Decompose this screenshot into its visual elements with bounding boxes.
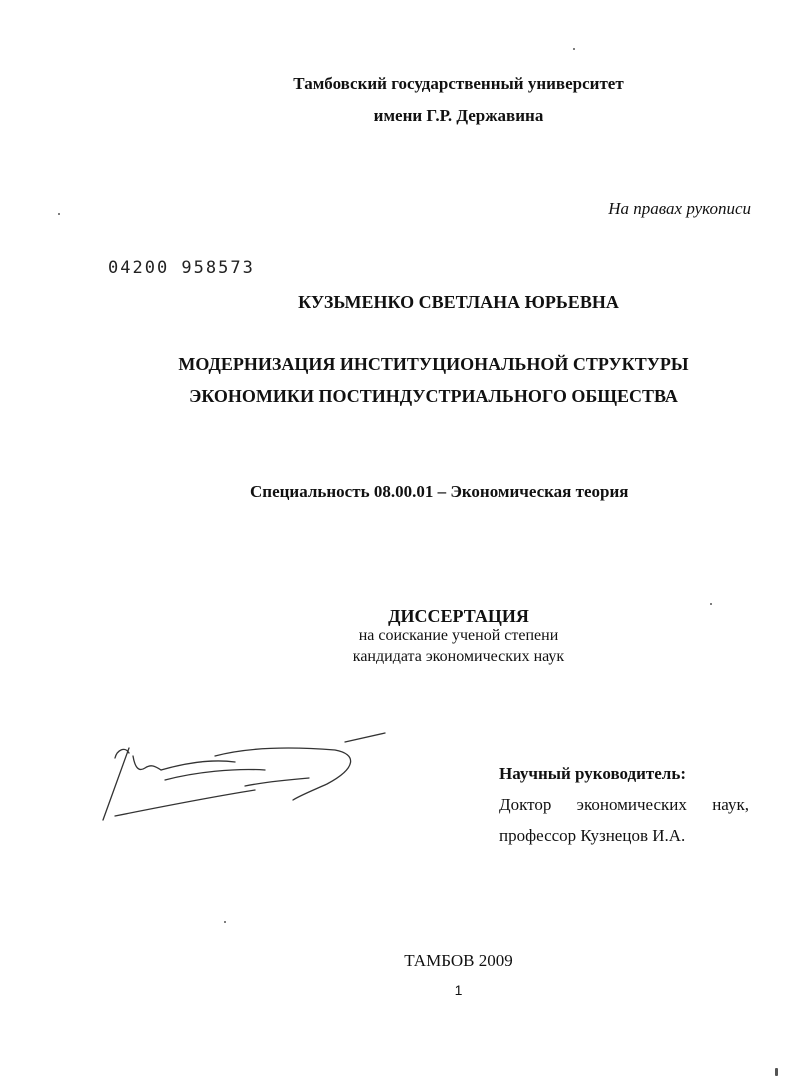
author-name: КУЗЬМЕНКО СВЕТЛАНА ЮРЬЕВНА <box>298 292 619 312</box>
scan-speck <box>573 48 575 50</box>
scan-speck <box>710 603 712 605</box>
city-year: ТАМБОВ 2009 <box>404 951 513 970</box>
manuscript-note: На правах рукописи <box>608 199 751 218</box>
supervisor-degree: Доктор экономических наук, <box>499 795 749 814</box>
page-number: 1 <box>454 982 463 998</box>
scan-speck <box>224 921 226 923</box>
thesis-title-line-2: ЭКОНОМИКИ ПОСТИНДУСТРИАЛЬНОГО ОБЩЕСТВА <box>189 386 678 406</box>
university-dedication: имени Г.Р. Державина <box>373 106 544 125</box>
scan-speck <box>58 213 60 215</box>
dissertation-purpose-line-1: на соискание ученой степени <box>358 627 559 644</box>
thesis-title-line-1: МОДЕРНИЗАЦИЯ ИНСТИТУЦИОНАЛЬНОЙ СТРУКТУРЫ <box>178 354 689 374</box>
dissertation-purpose-line-2: кандидата экономических наук <box>352 648 565 665</box>
supervisor-name: профессор Кузнецов И.А. <box>499 826 686 845</box>
catalog-stamp-number: 04200 958573 <box>108 258 255 278</box>
scan-speck <box>775 1068 778 1076</box>
university-name: Тамбовский государственный университет <box>293 74 624 93</box>
supervisor-label: Научный руководитель: <box>499 764 686 783</box>
handwritten-signature <box>95 728 395 828</box>
dissertation-heading: ДИССЕРТАЦИЯ <box>388 606 529 626</box>
specialty: Специальность 08.00.01 – Экономическая теория <box>250 482 629 501</box>
